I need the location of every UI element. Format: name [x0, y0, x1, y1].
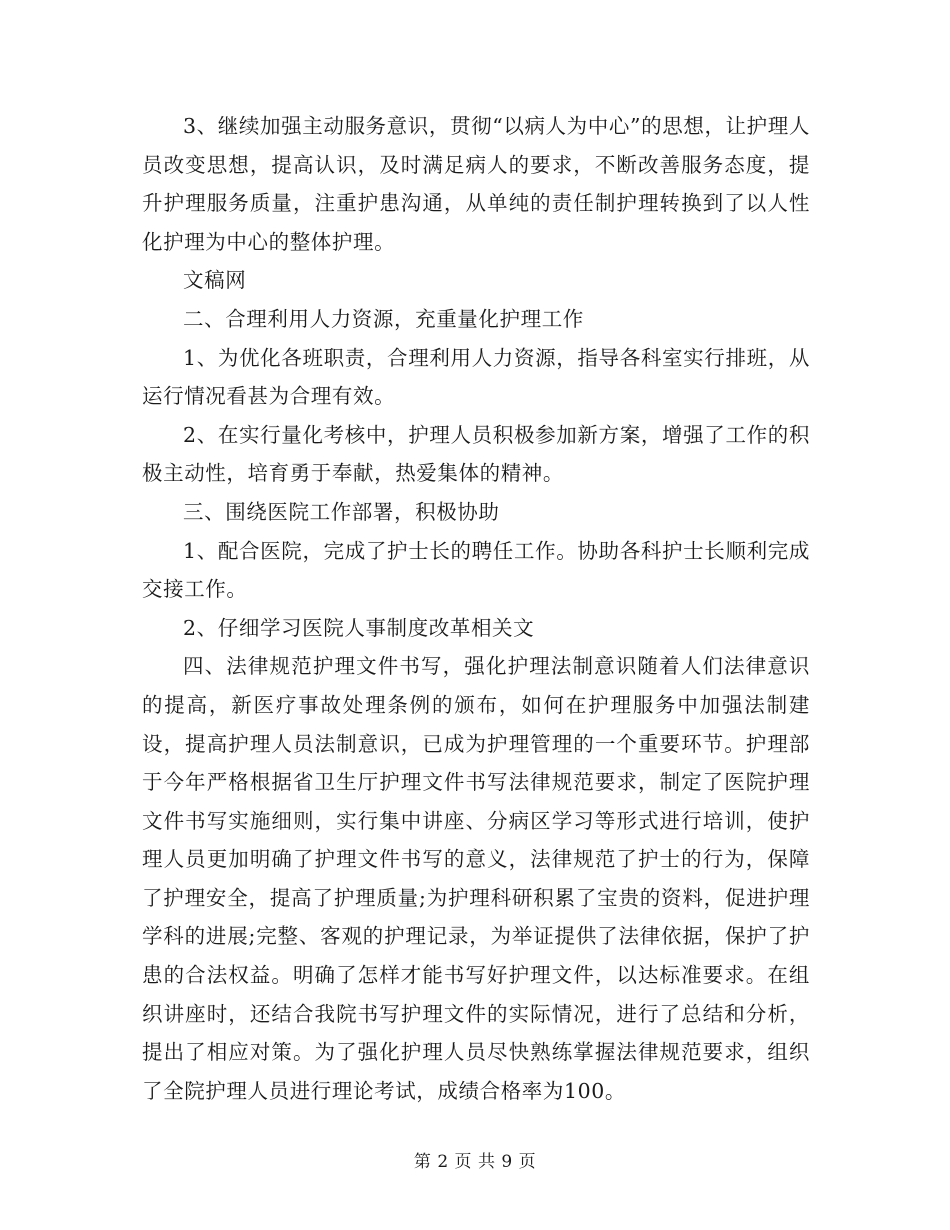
section-heading-hospital-deployment: 三、围绕医院工作部署，积极协助: [183, 499, 500, 524]
paragraph-head-nurse-appointment: 1、配合医院，完成了护士长的聘任工作。协助各科护士长顺利完成交接工作。: [142, 538, 810, 602]
paragraph-source-note: 文稿网: [183, 268, 247, 293]
paragraph-legal-documentation: 四、法律规范护理文件书写，强化护理法制意识随着人们法律意识的提高，新医疗事故处理条例的颁布，如何在护理服务中加强法制建设，提高护理人员法制意识，已成为护理管理的一个重要环节。护理部于今年严格根据省卫生厅护理文件书写法律规范要求，制定了医院护理文件书写实施细则，实行集中讲座、分病区学习等形式进行培训，使护理人员更加明确了护理文件书写的意义，法律规范了护士的行为，保障了护理安全，提高了护理质量;为护理科研积累了宝贵的资料，促进护理学科的进展;完整、客观的护理记录，为举证提供了法律依据，保护了护患的合法权益。明确了怎样才能书写好护理文件，以达标准要求。在组织讲座时，还结合我院书写护理文件的实际情况，进行了总结和分析，提出了相应对策。为了强化护理人员尽快熟练掌握法律规范要求，组织了全院护理人员进行理论考试，成绩合格率为100。: [142, 654, 810, 1103]
paragraph-shift-duties: 1、为优化各班职责，合理利用人力资源，指导各科室实行排班，从运行情况看甚为合理有效。: [142, 345, 810, 409]
paragraph-personnel-reform: 2、仔细学习医院人事制度改革相关文: [183, 615, 535, 640]
paragraph-quantified-assessment: 2、在实行量化考核中，护理人员积极参加新方案，增强了工作的积极主动性，培育勇于奉献，热爱集体的精神。: [142, 422, 810, 486]
section-heading-human-resources: 二、合理利用人力资源，充重量化护理工作: [183, 306, 584, 331]
document-body: [142, 107, 810, 1110]
page-number-footer: 第 2 页 共 9 页: [413, 1152, 537, 1172]
paragraph-service-awareness: 3、继续加强主动服务意识，贯彻“以病人为中心”的思想，让护理人员改变思想，提高认识，及时满足病人的要求，不断改善服务态度，提升护理服务质量，注重护患沟通，从单纯的责任制护理转换到了以人性化护理为中心的整体护理。: [142, 114, 810, 254]
